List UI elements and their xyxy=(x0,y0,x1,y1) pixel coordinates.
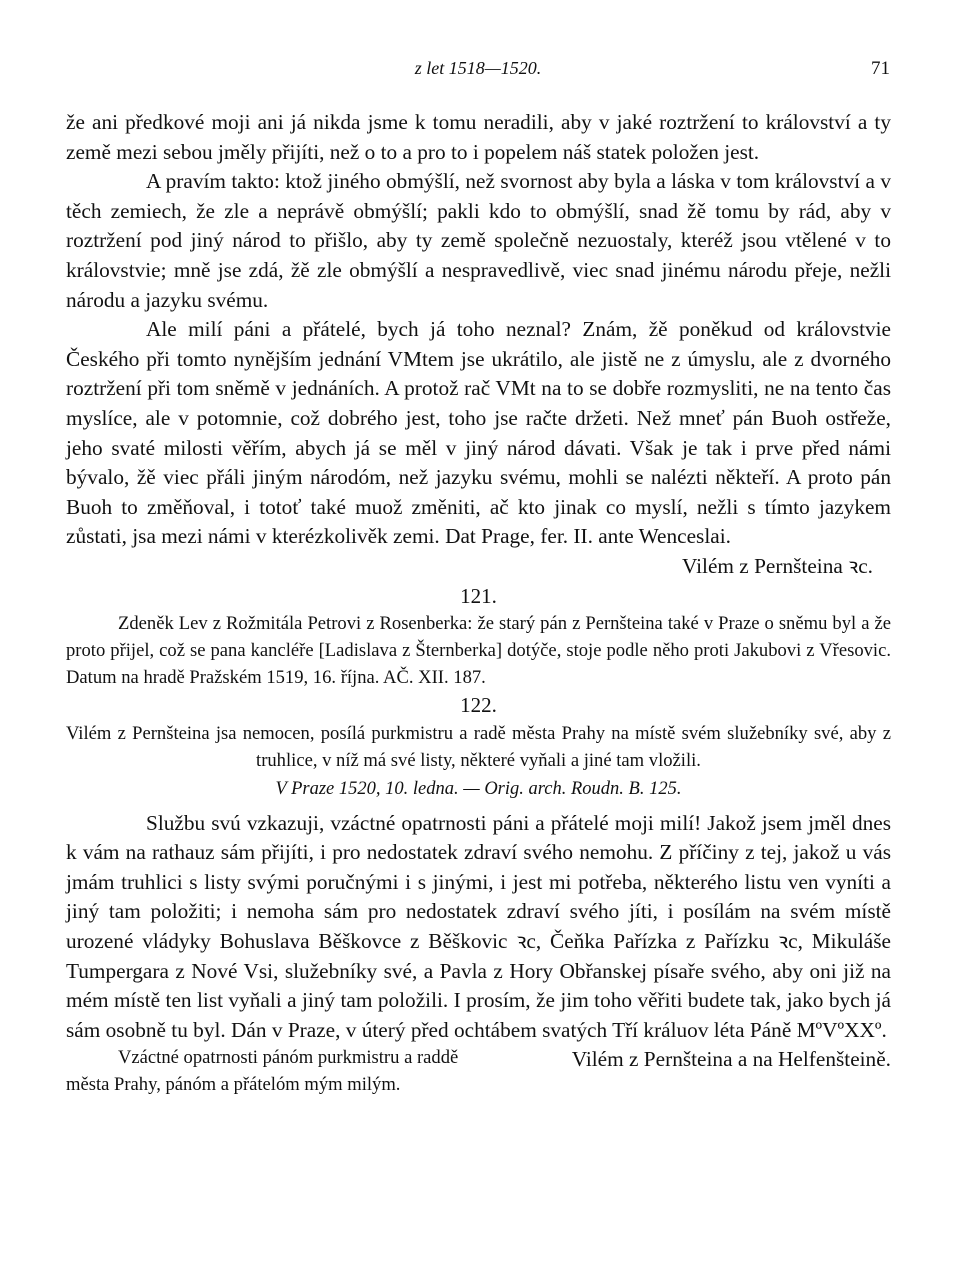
running-head: z let 1518—1520. xyxy=(414,58,542,78)
doc120-paragraph-3: Ale milí páni a přátelé, bych já toho neznal? Znám, žě poněkud od královstvie Českého při tomto nynějším jednání VMtem jse ukrátilo, ale jistě ne z úmyslu, ale z dvorného roztržení při tom sněmě v jednáních. A protož rač VMt na to se dobře rozmysliti, ne na tento čas myslíce, ale v potomnie, což dobrého jest, toho jse račte držeti. Než mneť pán Buoh ostřeže, jeho svaté milosti věřím, abych já se měl v jiný národ dávati. Však je tak i prve před námi bývalo, žě viec přáli jiným národóm, než jazyku svému, mohli se nalézti někteří. A proto pán Buoh to změňoval, i totoť také muož změniti, ač kto jinak co myslí, nežli s tímto jazykem zůstati, jsa mezi námi v kterézkolivěk zemi. Dat Prage, fer. II. ante Wenceslai. xyxy=(66,317,891,549)
doc121-regest: Zdeněk Lev z Rožmitála Petrovi z Rosenberka: že starý pán z Pernšteina také v Praze o sněmu byl a že proto přijel, což se pana kancléře [Ladislava z Šternberka] dotýče, stoje podle něho proti Jakubovi z Vřesovic. Datum na hradě Pražském 1519, 16. října. AČ. XII. 187. xyxy=(66,613,891,688)
doc122-number: 122. xyxy=(460,693,497,718)
page-number: 71 xyxy=(871,58,890,79)
page-header xyxy=(66,58,890,88)
doc120-signature: Vilém z Pernšteina ꝛc. xyxy=(682,553,873,578)
doc121-number: 121. xyxy=(460,583,497,608)
doc122-dateline: V Praze 1520, 10. ledna. — Orig. arch. Roudn. B. 125. xyxy=(275,778,682,799)
doc122-address: Vzáctné opatrnosti pánóm purkmistru a raddě města Prahy, pánóm a přátelóm mým milým. xyxy=(66,1047,459,1096)
doc122-signature: Vilém z Pernšteina a na Helfenšteině. xyxy=(571,1047,891,1072)
doc122-regest: Vilém z Pernšteina jsa nemocen, posílá purkmistru a radě města Prahy na místě svém služebníky své, aby z truhlice, v níž má své listy, některé vyňali a jiné tam vložili. xyxy=(66,723,891,771)
body-text xyxy=(66,108,891,1099)
doc122-letter-body: Službu svú vzkazuji, vzáctné opatrnosti páni a přátelé moji milí! Jakož jsem jměl dnes k vám na rathauz sám přijíti, i pro nedostatek zdraví svého nemohu. Z příčiny z tej, jakož u vás jmám truhlici s listy svými poručnými i s jinými, i jest mi potřeba, některého listu ven vyníti a jiný tam položiti; i nemoha sám pro nedostatek zdraví svého jíti, i posílám na svém místě urozené vládyky Bohuslava Běškovce z Běškovic ꝛc, Čeňka Pařízka z Pařízku ꝛc, Mikuláše Tumpergara z Nové Vsi, služebníky své, a Pavla z Hory Obřanskej písaře svého, aby oni již na mém místě ten list vyňali a jiný tam položili. I prosím, že jim toho věřiti budete tak, jako bych já sám osobně tu byl. Dán v Praze, v úterý před ochtábem svatých Tří králuov léta Páně MºVºXXº. xyxy=(66,810,891,1042)
doc120-paragraph-1: že ani předkové moji ani já nikda jsme k tomu neradili, aby v jaké roztržení to království a ty země mezi sebou jměly přijíti, než o to a pro to i popelem náš statek položen jest. xyxy=(66,110,891,164)
doc120-paragraph-2: A pravím takto: ktož jiného obmýšlí, než svornost aby byla a láska v tom království a v těch zemiech, že zle a neprávě obmýšlí; pakli kdo to obmýšlí, snad žě tomu by rád, aby v roztržení pod jiný národ to přišlo, aby ty země společně nezuostaly, kteréž jsou vtělené v to královstvie; mně jse zdá, žě zle obmýšlí a nespravedlivě, viec snad jinému národu přeje, nežli národu a jazyku svému. xyxy=(66,169,891,312)
